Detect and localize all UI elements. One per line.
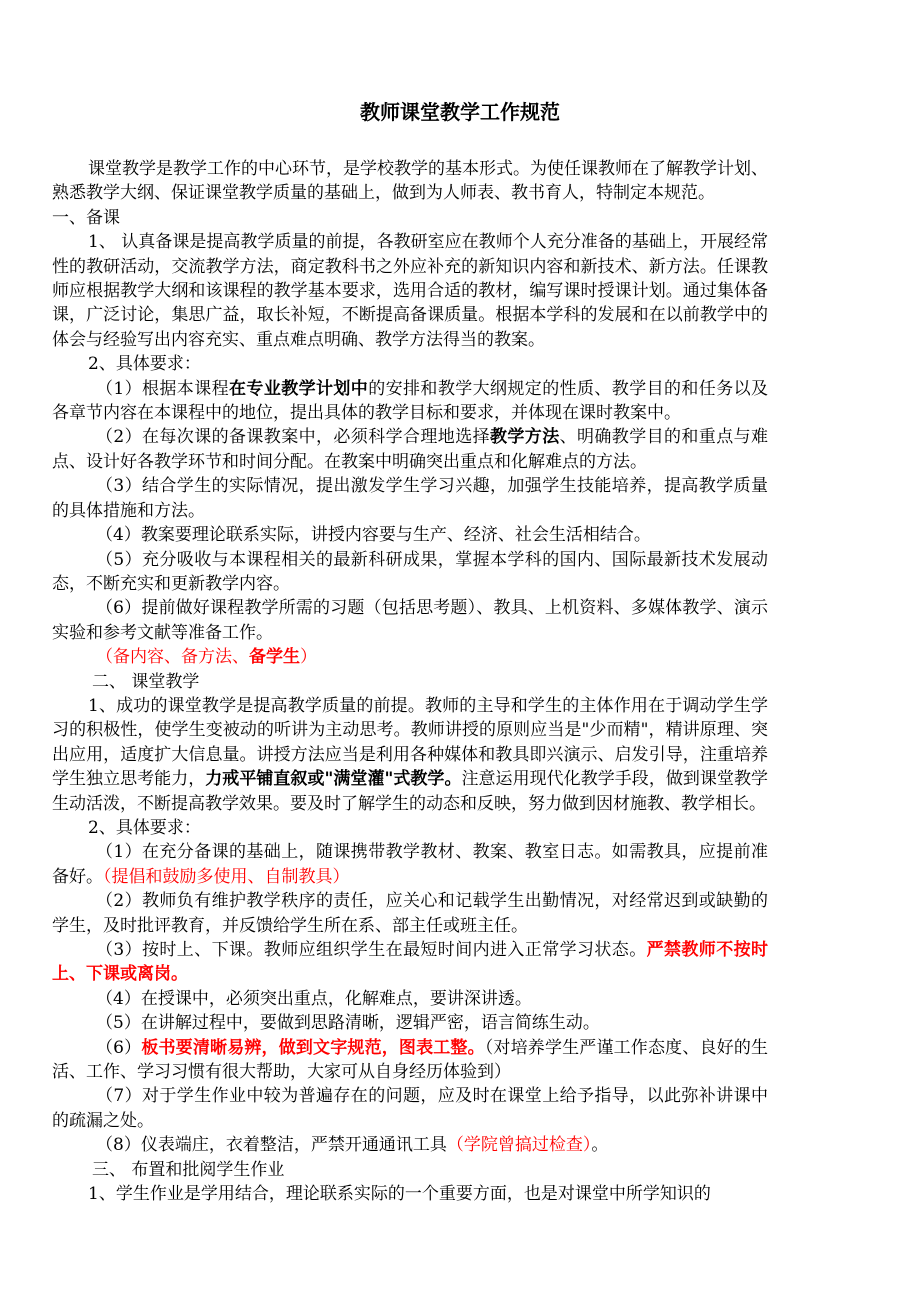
section-2-requirement-1: （1）在充分备课的基础上，随课携带教学教材、教案、教室日志。如需教具，应提前准备好。（提倡和鼓励多使用、自制教具） xyxy=(52,842,768,887)
section-1-requirement-6: （6）提前做好课程教学所需的习题（包括思考题）、教具、上机资料、多媒体教学、演示实验和参考文献等准备工作。 xyxy=(52,598,768,643)
section-3-paragraph-1: 1、学生作业是学用结合，理论联系实际的一个重要方面，也是对课堂中所学知识的 xyxy=(88,1184,711,1205)
section-2-requirement-7: （7）对于学生作业中较为普遍存在的问题，应及时在课堂上给予指导，以此弥补讲课中的疏漏之处。 xyxy=(52,1086,768,1131)
section-2-requirement-6: （6）板书要清晰易辨，做到文字规范，图表工整。（对培养学生严谨工作态度、良好的生活、工作、学习习惯有很大帮助，大家可从自身经历体验到） xyxy=(52,1037,769,1083)
document-title: 教师课堂教学工作规范 xyxy=(360,100,560,124)
section-2-requirement-8: （8）仪表端庄，衣着整洁，严禁开通通讯工具（学院曾搞过检查）。 xyxy=(96,1135,609,1156)
section-1-requirement-1: （1）根据本课程在专业教学计划中的安排和教学大纲规定的性质、教学目的和任务以及各章节内容在本课程中的地位，提出具体的教学目标和要求，并体现在课时教案中。 xyxy=(52,378,769,424)
section-1-requirement-4: （4）教案要理论联系实际，讲授内容要与生产、经济、社会生活相结合。 xyxy=(96,525,651,546)
section-3-heading: 三、 布置和批阅学生作业 xyxy=(92,1159,285,1180)
section-2-requirement-4: （4）在授课中，必须突出重点，化解难点，要讲深讲透。 xyxy=(96,988,532,1009)
section-1-heading: 一、备课 xyxy=(52,207,120,228)
section-2-requirement-3: （3）按时上、下课。教师应组织学生在最短时间内进入正常学习状态。严禁教师不按时上、下课或离岗。 xyxy=(52,940,768,985)
section-2-requirements-heading: 2、具体要求： xyxy=(88,817,201,838)
section-1-paragraph-1: 1、 认真备课是提高教学质量的前提，各教研室应在教师个人充分准备的基础上，开展经常性的教研活动，交流教学方法，商定教科书之外应补充的新知识内容和新技术、新方法。任课教师应根据教学大纲和该课程的教学基本要求，选用合适的教材，编写课时授课计划。通过集体备课，广泛讨论，集思广益，取长补短，不断提高备课质量。根据本学科的发展和在以前教学中的体会与经验写出内容充实、重点难点明确、教学方法得当的教案。 xyxy=(52,232,768,350)
section-1-requirement-2: （2）在每次课的备课教案中，必须科学合理地选择教学方法、明确教学目的和重点与难点、设计好各教学环节和时间分配。在教案中明确突出重点和化解难点的方法。 xyxy=(52,427,769,472)
section-1-requirement-5: （5）充分吸收与本课程相关的最新科研成果，掌握本学科的国内、国际最新技术发展动态，不断充实和更新教学内容。 xyxy=(52,549,768,594)
intro-paragraph: 课堂教学是教学工作的中心环节，是学校教学的基本形式。为使任课教师在了解教学计划、熟悉教学大纲、保证课堂教学质量的基础上，做到为人师表、教书育人，特制定本规范。 xyxy=(52,159,768,204)
section-1-requirement-3: （3）结合学生的实际情况，提出激发学生学习兴趣，加强学生技能培养，提高教学质量的具体措施和方法。 xyxy=(52,476,768,521)
section-2-requirement-5: （5）在讲解过程中，要做到思路清晰，逻辑严密，语言简练生动。 xyxy=(96,1013,600,1034)
document-body xyxy=(52,157,768,1206)
emphasis-text: 教学方法 xyxy=(490,427,560,448)
section-2-requirement-2: （2）教师负有维护教学秩序的责任，应关心和记载学生出勤情况，对经常迟到或缺勤的学生，及时批评教育，并反馈给学生所在系、部主任或班主任。 xyxy=(52,891,768,936)
section-1-requirements-heading: 2、具体要求： xyxy=(88,354,201,375)
section-1-note: （备内容、备方法、备学生） xyxy=(96,647,317,668)
emphasis-text: 在专业教学计划中 xyxy=(229,378,369,399)
section-2-paragraph-1: 1、成功的课堂教学是提高教学质量的前提。教师的主导和学生的主体作用在于调动学生学习的积极性，使学生变被动的听讲为主动思考。教师讲授的原则应当是"少而精"，精讲原理、突出应用，适度扩大信息量。讲授方法应当是利用各种媒体和教具即兴演示、启发引导，注重培养学生独立思考能力，力戒平铺直叙或"满堂灌"式教学。注意运用现代化教学手段，做到课堂教学生动活泼，不断提高教学效果。要及时了解学生的动态和反映，努力做到因材施教、教学相长。 xyxy=(52,695,769,814)
emphasis-text: 力戒平铺直叙或"满堂灌"式教学。 xyxy=(205,769,462,790)
section-2-heading: 二、 课堂教学 xyxy=(92,671,200,692)
